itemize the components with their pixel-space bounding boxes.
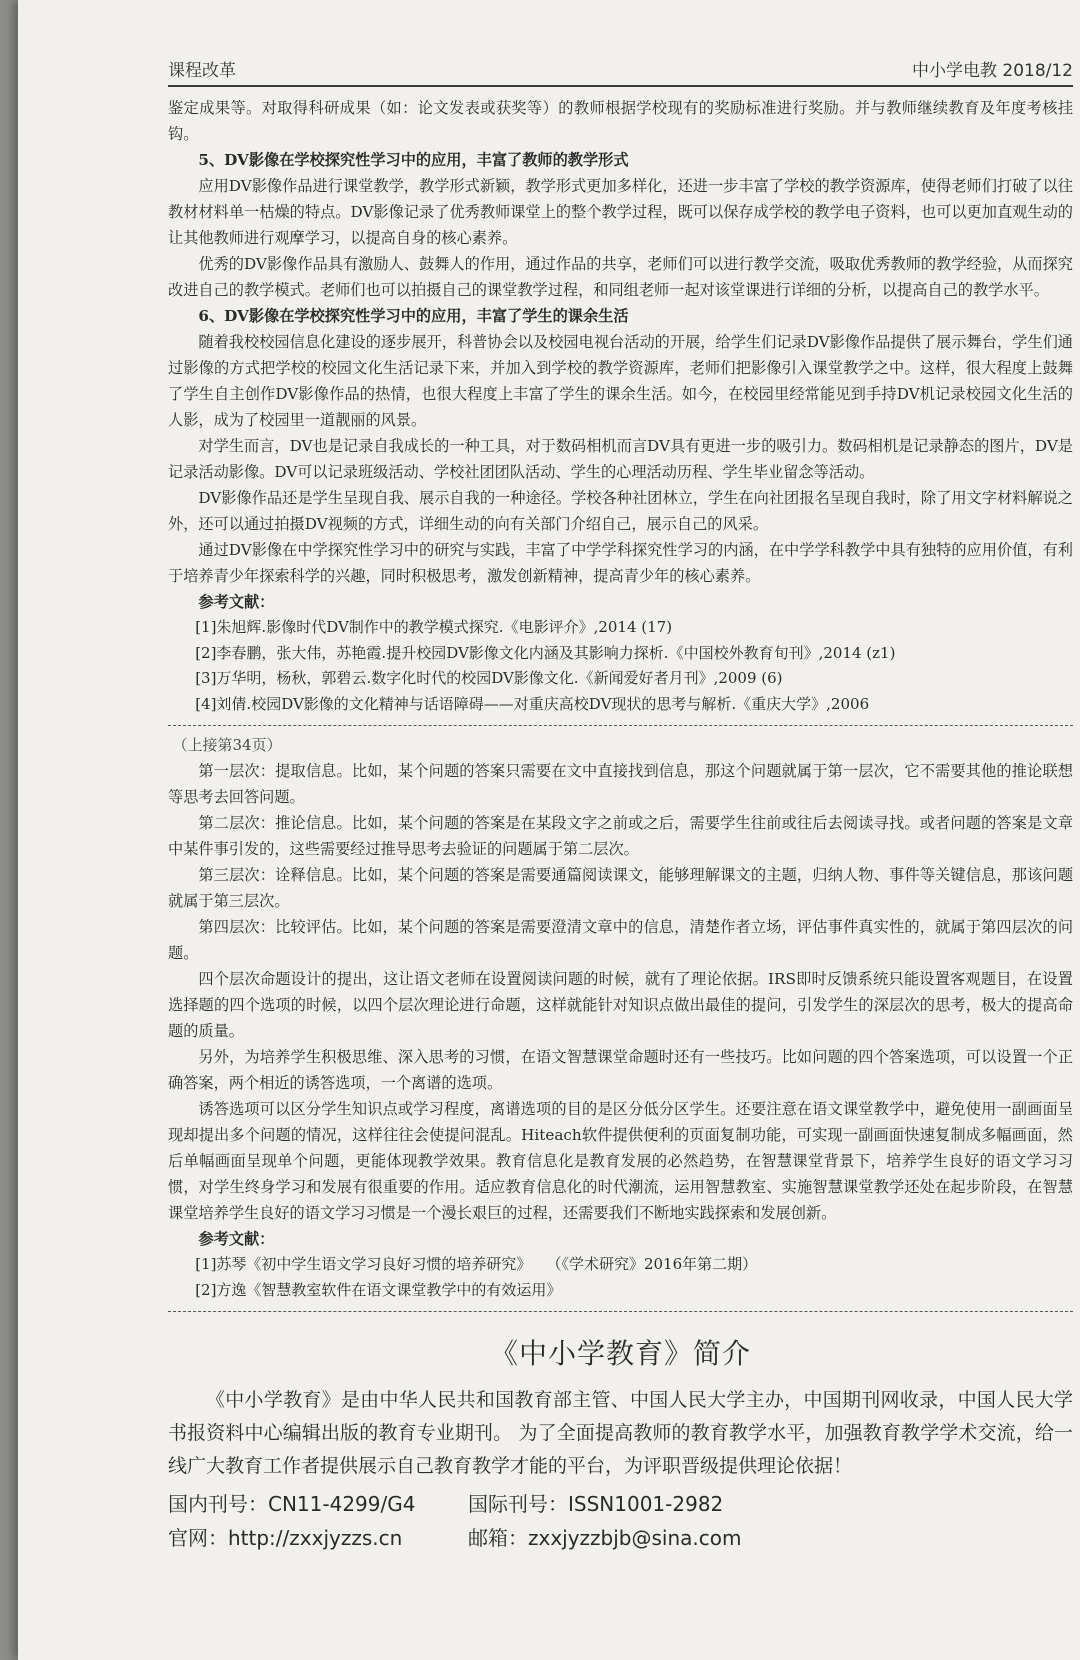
email: 邮箱：zxxjyzzbjb@sina.com — [468, 1526, 742, 1550]
reference-item: [1]朱旭辉.影像时代DV制作中的教学模式探究.《电影评介》,2014 (17) — [195, 618, 673, 636]
section-heading-5: 5、DV影像在学校探究性学习中的应用，丰富了教师的教学形式 — [198, 151, 629, 169]
domestic-issn: 国内刊号：CN11-4299/G4 — [168, 1492, 416, 1516]
journal-info — [168, 1487, 1073, 1555]
paragraph: 对学生而言，DV也是记录自我成长的一种工具，对于数码相机而言DV具有更进一步的吸引力。数码相机是记录静态的图片，DV是记录活动影像。DV可以记录班级活动、学校社团团队活动、学生的心理活动历程、学生毕业留念等活动。 — [168, 437, 1073, 481]
paragraph: 随着我校校园信息化建设的逐步展开，科普协会以及校园电视台活动的开展，给学生们记录DV影像作品提供了展示舞台，学生们通过影像的方式把学校的校园文化生活记录下来，并加入到学校的教学资源库，老师们把影像引入课堂教学之中。这样，很大程度上鼓舞了学生自主创作DV影像作品的热情，也很大程度上丰富了学生的课余生活。如今，在校园里经常能见到手持DV机记录校园文化生活的人影，成为了校园里一道靓丽的风景。 — [168, 333, 1073, 429]
info-row — [168, 1521, 1073, 1555]
paragraph: 第四层次：比较评估。比如，某个问题的答案是需要澄清文章中的信息，清楚作者立场，评估事件真实性的，就属于第四层次的问题。 — [168, 918, 1073, 962]
references-title: 参考文献： — [198, 593, 275, 611]
page-content — [168, 56, 1073, 1555]
dashed-divider — [168, 1311, 1073, 1312]
article-continued — [168, 732, 1073, 1303]
reference-list — [168, 615, 1073, 717]
paragraph: 四个层次命题设计的提出，这让语文老师在设置阅读问题的时候，就有了理论依据。IRS即时反馈系统只能设置客观题目，在设置选择题的四个选项的时候，以四个层次理论进行命题，这样就能针对知识点做出最佳的提问，引发学生的深层次的思考，极大的提高命题的质量。 — [168, 970, 1073, 1040]
article-dv — [168, 95, 1073, 717]
info-row — [168, 1487, 1073, 1521]
reference-item: [3]万华明，杨秋，郭碧云.数字化时代的校园DV影像文化.《新闻爱好者月刊》,2009 (6) — [195, 669, 783, 687]
references-title: 参考文献： — [198, 1230, 275, 1248]
paragraph: 诱答选项可以区分学生知识点或学习程度，离谱选项的目的是区分低分区学生。还要注意在语文课堂教学中，避免使用一副画面呈现却提出多个问题的情况，这样往往会使提问混乱。Hiteach软件提供便利的页面复制功能，可实现一副画面快速复制成多幅画面，然后单幅画面呈现单个问题，更能体现教学效果。教育信息化是教育发展的必然趋势，在智慧课堂背景下，培养学生良好的语文学习习惯，对学生终身学习和发展有很重要的作用。适应教育信息化的时代潮流，运用智慧教室、实施智慧课堂教学还处在起步阶段，在智慧课堂培养学生良好的语文学习习惯是一个漫长艰巨的过程，还需要我们不断地实践探索和发展创新。 — [168, 1100, 1073, 1222]
dashed-divider — [168, 725, 1073, 726]
paragraph: 应用DV影像作品进行课堂教学，教学形式新颖，教学形式更加多样化，还进一步丰富了学校的教学资源库，使得老师们打破了以往教材材料单一枯燥的特点。DV影像记录了优秀教师课堂上的整个教学过程，既可以保存成学校的教学电子资料，也可以更加直观生动的让其他教师进行观摩学习，以提高自身的核心素养。 — [168, 177, 1073, 247]
section-heading-6: 6、DV影像在学校探究性学习中的应用，丰富了学生的课余生活 — [198, 307, 629, 325]
issue-label: 中小学电教 2018/12 — [911, 61, 1073, 81]
reference-list — [168, 1252, 1073, 1303]
paragraph: DV影像作品还是学生呈现自我、展示自我的一种途径。学校各种社团林立，学生在向社团报名呈现自我时，除了用文字材料解说之外，还可以通过拍摄DV视频的方式，详细生动的向有关部门介绍自己，展示自己的风采。 — [168, 489, 1073, 533]
paragraph: 第三层次：诠释信息。比如，某个问题的答案是需要通篇阅读课文，能够理解课文的主题，归纳人物、事件等关键信息，那该问题就属于第三层次。 — [168, 866, 1073, 910]
intro-title: 《中小学教育》简介 — [489, 1337, 751, 1370]
international-issn: 国际刊号：ISSN1001-2982 — [468, 1492, 724, 1516]
intro-paragraph: 《中小学教育》是由中华人民共和国教育部主管、中国人民大学主办，中国期刊网收录，中国人民大学书报资料中心编辑出版的教育专业期刊。 为了全面提高教师的教育教学水平，加强教育教学学术交流，给一线广大教育工作者提供展示自己教育教学才能的平台，为评职晋级提供理论依据！ — [168, 1389, 1073, 1477]
running-header — [168, 56, 1073, 87]
paragraph: 第一层次：提取信息。比如，某个问题的答案只需要在文中直接找到信息，那这个问题就属于第一层次，它不需要其他的推论联想等思考去回答问题。 — [168, 762, 1073, 806]
magazine-page — [18, 0, 1080, 1660]
reference-item: [4]刘倩.校园DV影像的文化精神与话语障碍——对重庆高校DV现状的思考与解析.《重庆大学》,2006 — [195, 694, 870, 713]
paragraph: 另外，为培养学生积极思维、深入思考的习惯，在语文智慧课堂命题时还有一些技巧。比如问题的四个答案选项，可以设置一个正确答案，两个相近的诱答选项，一个离谱的选项。 — [168, 1048, 1073, 1092]
paragraph: 通过DV影像在中学探究性学习中的研究与实践，丰富了中学学科探究性学习的内涵，在中学学科教学中具有独特的应用价值，有利于培养青少年探索科学的兴趣，同时积极思考，激发创新精神，提高青少年的核心素养。 — [168, 541, 1073, 585]
reference-item: [2]方逸《智慧教室软件在语文课堂教学中的有效运用》 — [195, 1280, 562, 1299]
reference-item: [1]苏琴《初中学生语文学习良好习惯的培养研究》 （《学术研究》2016年第二期） — [195, 1255, 758, 1273]
continued-note: （上接第34页） — [172, 736, 282, 754]
section-name: 课程改革 — [168, 61, 236, 81]
paragraph: 第二层次：推论信息。比如，某个问题的答案是在某段文字之前或之后，需要学生往前或往后去阅读寻找。或者问题的答案是文章中某件事引发的，这些需要经过推导思考去验证的问题属于第二层次。 — [168, 814, 1073, 858]
paragraph: 鉴定成果等。对取得科研成果（如：论文发表或获奖等）的教师根据学校现有的奖励标准进行奖励。并与教师继续教育及年度考核挂钩。 — [168, 99, 1073, 143]
website: 官网：http://zxxjyzzs.cn — [168, 1526, 403, 1550]
journal-intro — [168, 1332, 1073, 1555]
reference-item: [2]李春鹏，张大伟，苏艳霞.提升校园DV影像文化内涵及其影响力探析.《中国校外教育旬刊》,2014 (z1) — [195, 643, 896, 662]
paragraph: 优秀的DV影像作品具有激励人、鼓舞人的作用，通过作品的共享，老师们可以进行教学交流，吸取优秀教师的教学经验，从而探究改进自己的教学模式。老师们也可以拍摄自己的课堂教学过程，和同组老师一起对该堂课进行详细的分析，以提高自己的教学水平。 — [168, 255, 1073, 299]
